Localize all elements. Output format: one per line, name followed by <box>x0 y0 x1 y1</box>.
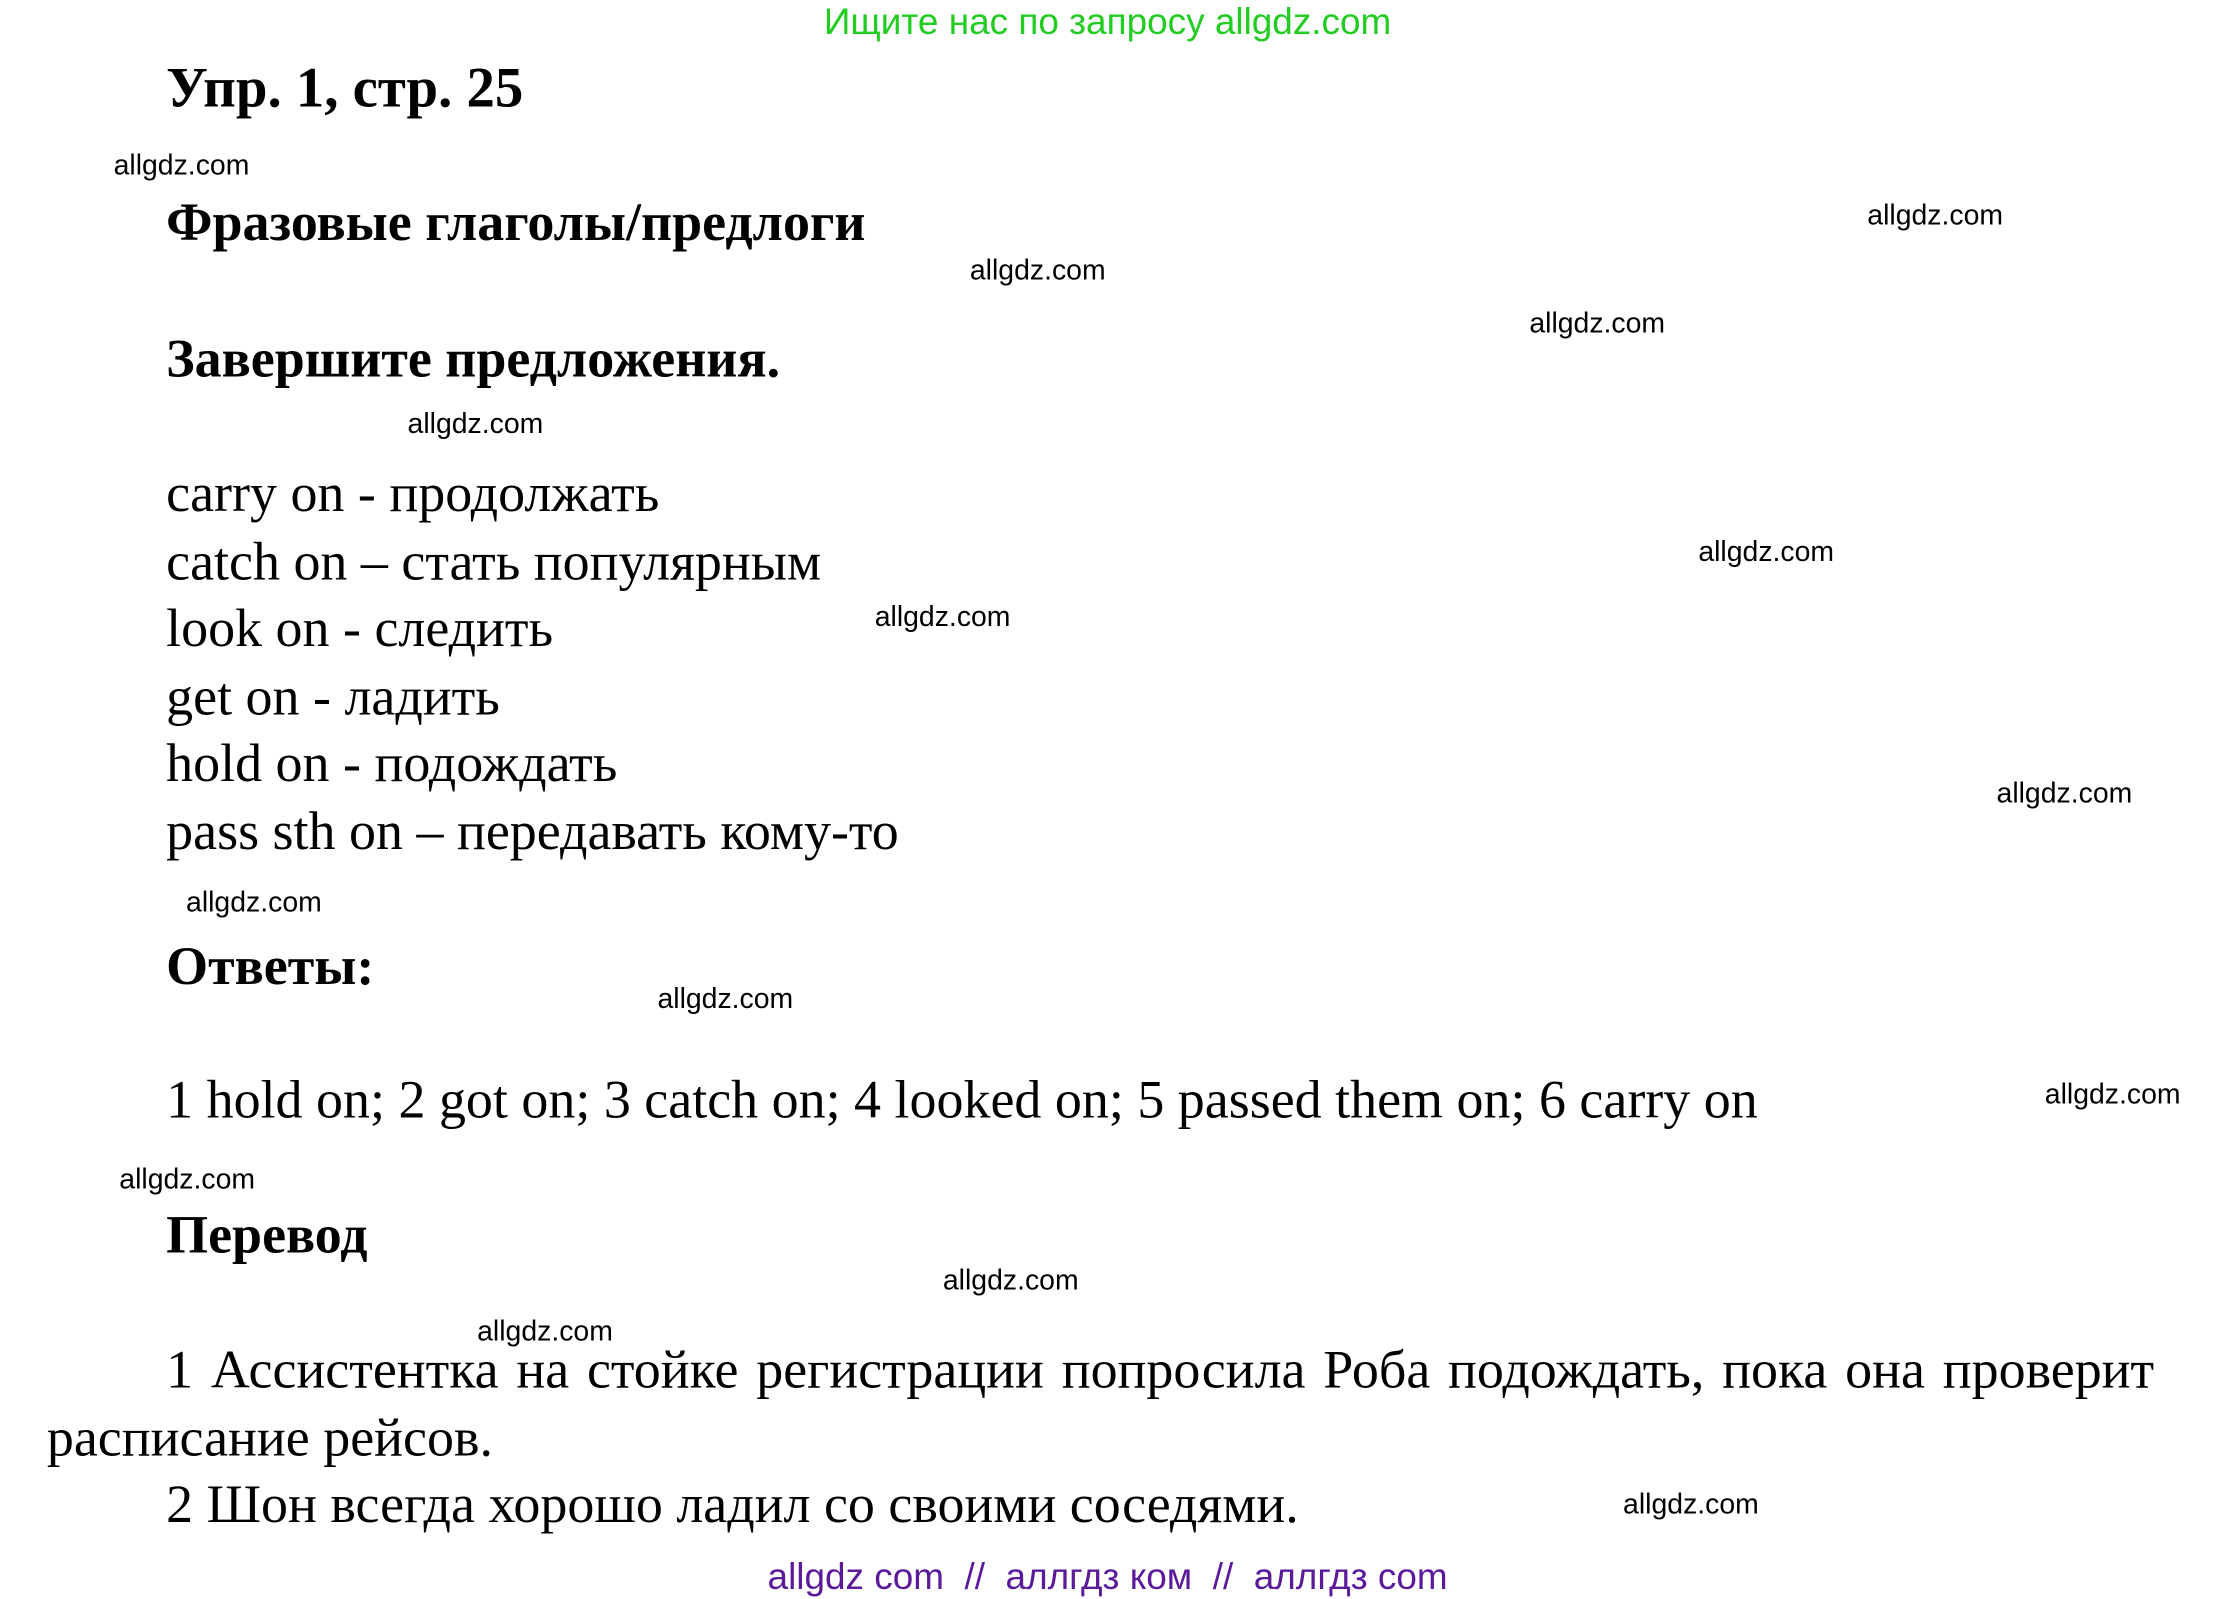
watermark: allgdz.com <box>942 1265 1079 1297</box>
watermark: allgdz.com <box>113 150 250 182</box>
vocab-item: catch on – стать популярным <box>166 532 822 593</box>
vocab-item: look on - следить <box>166 599 554 659</box>
watermark: allgdz.com <box>477 1316 613 1348</box>
watermark: allgdz.com <box>2044 1079 2181 1111</box>
watermark: allgdz.com <box>1698 536 1835 568</box>
translation-heading: Перевод <box>166 1205 368 1266</box>
section-subtitle: Фразовые глаголы/предлоги <box>166 193 866 253</box>
exercise-title: Упр. 1, стр. 25 <box>166 55 524 120</box>
translation-paragraph-2: 2 Шон всегда хорошо ладил со своими соседями. <box>166 1475 1299 1536</box>
watermark: allgdz.com <box>969 255 1106 287</box>
watermark: allgdz.com <box>119 1164 256 1196</box>
watermark: allgdz.com <box>1623 1489 1759 1521</box>
answers-heading: Ответы: <box>166 937 375 997</box>
watermark: allgdz.com <box>874 602 1011 634</box>
watermark: allgdz.com <box>186 887 322 919</box>
watermark: allgdz.com <box>1529 308 1666 340</box>
answers-text: 1 hold on; 2 got on; 3 catch on; 4 looked on; 5 passed them on; 6 carry on <box>166 1070 1758 1131</box>
watermark: allgdz.com <box>1996 778 2133 810</box>
translation-paragraph-1: 1 Ассистентка на стойке регистрации попросила Роба подождать, пока она проверит расписание рейсов. <box>46 1340 2155 1469</box>
vocab-item: get on - ладить <box>166 667 500 728</box>
footer-links[interactable]: allgdz com // аллгдз ком // аллгдз com <box>767 1554 1448 1598</box>
vocab-item: hold on - подождать <box>166 734 618 794</box>
task-instruction: Завершите предложения. <box>166 329 781 390</box>
vocab-item: pass sth on – передавать кому-то <box>166 802 899 862</box>
search-banner[interactable]: Ищите нас по запросу allgdz.com <box>823 0 1392 43</box>
vocab-item: carry on - продолжать <box>166 464 660 524</box>
watermark: allgdz.com <box>657 984 794 1016</box>
watermark: allgdz.com <box>1867 200 2004 232</box>
watermark: allgdz.com <box>407 408 544 441</box>
